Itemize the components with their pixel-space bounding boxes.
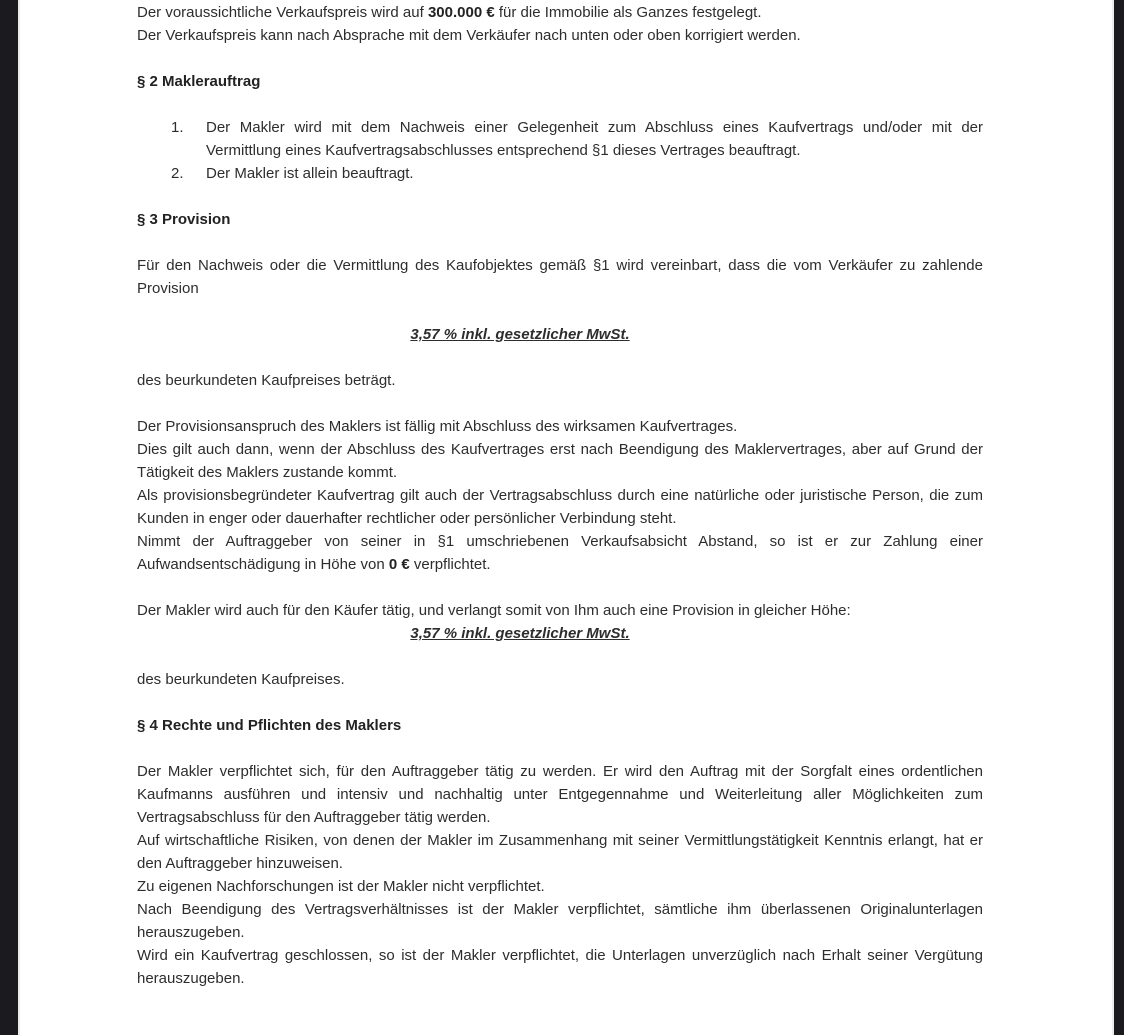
list-item-2-number: 2. xyxy=(171,165,184,182)
withdrawal-text-post: verpflichtet. xyxy=(409,556,491,573)
paragraph-return-documents: Nach Beendigung des Vertragsverhältnisses ist der Makler verpflichtet, sämtliche ihm überlassenen Originalunterlagen herauszugeben. xyxy=(137,901,983,941)
paragraph-buyer-commission: Der Makler wird auch für den Käufer tätig, und verlangt somit von Ihm auch eine Provision in gleicher Höhe: xyxy=(137,602,851,619)
paragraph-economic-risks: Auf wirtschaftliche Risiken, von denen der Makler im Zusammenhang mit seiner Vermittlungstätigkeit Kenntnis erlangt, hat er den Auftraggeber hinzuweisen. xyxy=(137,832,983,872)
list-item-1 xyxy=(137,116,983,162)
commission-rate-buyer-value: 3,57 % inkl. gesetzlicher MwSt. xyxy=(410,625,630,642)
document-page xyxy=(18,0,1114,1035)
compensation-amount: 0 € xyxy=(388,556,410,573)
sale-price-value: 300.000 € xyxy=(427,4,495,21)
paragraph-broker-obligations: Der Makler verpflichtet sich, für den Auftraggeber tätig zu werden. Er wird den Auftrag mit der Sorgfalt eines ordentlichen Kaufmanns ausführen und intensiv und nachhaltig unter Entgegennahme und Weiterleitung aller Möglichkeiten zum Vertragsabschluss für den Auftraggeber tätig werden. xyxy=(137,763,983,826)
contract-body xyxy=(20,0,983,990)
list-item-2-text: Der Makler ist allein beauftragt. xyxy=(206,165,414,182)
sale-price-text-pre: Der voraussichtliche Verkaufspreis wird auf xyxy=(137,4,428,21)
section-4-heading: § 4 Rechte und Pflichten des Maklers xyxy=(137,717,402,734)
commission-rate-seller-value: 3,57 % inkl. gesetzlicher MwSt. xyxy=(410,326,630,343)
paragraph-commission-after-termination: Dies gilt auch dann, wenn der Abschluss des Kaufvertrages erst nach Beendigung des Maklervertrages, aber auf Grund der Tätigkeit des Maklers zustande kommt. xyxy=(137,441,983,481)
list-item-1-number: 1. xyxy=(171,119,184,136)
paragraph-commission-due: Der Provisionsanspruch des Maklers ist fällig mit Abschluss des wirksamen Kaufvertrages. xyxy=(137,418,738,435)
list-item-1-text: Der Makler wird mit dem Nachweis einer Gelegenheit zum Abschluss eines Kaufvertrags und/oder mit der Vermittlung eines Kaufvertragsabschlusses entsprechend §1 dieses Vertrages beauftragt. xyxy=(206,119,983,159)
section-3-heading: § 3 Provision xyxy=(137,211,231,228)
paragraph-withdrawal-compensation xyxy=(137,530,983,576)
commission-rate-buyer xyxy=(137,622,983,645)
paragraph-no-investigation-duty: Zu eigenen Nachforschungen ist der Makler nicht verpflichtet. xyxy=(137,878,545,895)
paragraph-commission-intro: Für den Nachweis oder die Vermittlung des Kaufobjektes gemäß §1 wird vereinbart, dass die vom Verkäufer zu zahlende Provision xyxy=(137,257,983,297)
paragraph-return-after-payment: Wird ein Kaufvertrag geschlossen, so ist der Makler verpflichtet, die Unterlagen unverzüglich nach Erhalt seiner Vergütung herauszugeben. xyxy=(137,947,983,987)
paragraph-of-notarized-price-buyer: des beurkundeten Kaufpreises. xyxy=(137,671,345,688)
list-item-2 xyxy=(137,162,983,185)
commission-rate-seller xyxy=(137,323,983,346)
broker-mandate-list xyxy=(137,116,983,185)
paragraph-of-notarized-price: des beurkundeten Kaufpreises beträgt. xyxy=(137,372,396,389)
sale-price-text-post: für die Immobilie als Ganzes festgelegt. xyxy=(494,4,762,21)
section-2-heading: § 2 Maklerauftrag xyxy=(137,73,261,90)
paragraph-sale-price xyxy=(137,1,983,24)
paragraph-related-person-contract: Als provisionsbegründeter Kaufvertrag gilt auch der Vertragsabschluss durch eine natürliche oder juristische Person, die zum Kunden in enger oder dauerhafter rechtlicher oder persönlicher Verbindung steht. xyxy=(137,487,983,527)
withdrawal-text-pre: Nimmt der Auftraggeber von seiner in §1 umschriebenen Verkaufsabsicht Abstand, so ist er zur Zahlung einer Aufwandsentschädigung in Höhe von xyxy=(137,533,983,573)
paragraph-price-adjustment: Der Verkaufspreis kann nach Absprache mit dem Verkäufer nach unten oder oben korrigiert werden. xyxy=(137,27,801,44)
